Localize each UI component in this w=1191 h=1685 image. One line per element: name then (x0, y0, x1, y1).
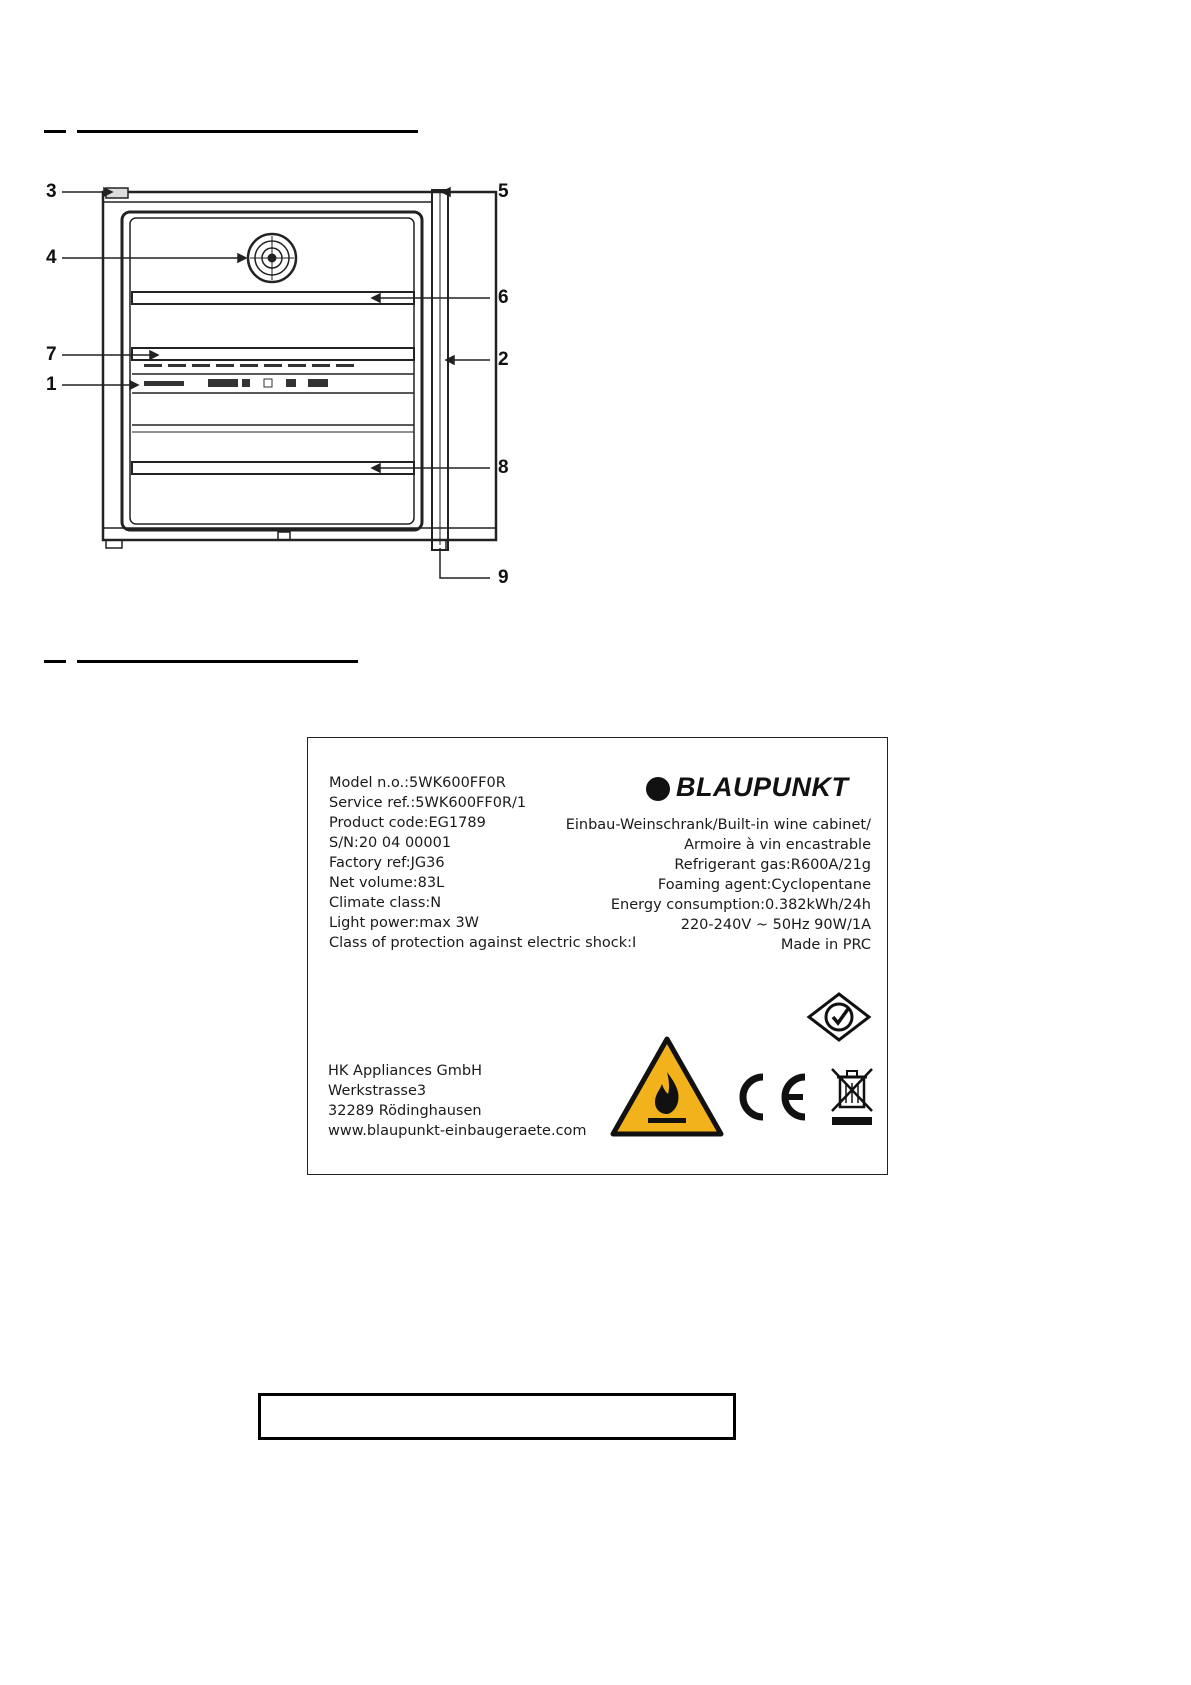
plate-product-type-fr: Armoire à vin encastrable (684, 837, 871, 853)
section-1-rule-right (77, 130, 418, 133)
empty-label-box (258, 1393, 736, 1440)
rating-plate (307, 737, 888, 1175)
plate-service-ref: Service ref.:5WK600FF0R/1 (329, 795, 527, 811)
logo-dot-icon (646, 777, 670, 801)
section-2-rule-left (44, 660, 66, 663)
plate-product-type: Einbau-Weinschrank/Built-in wine cabinet/ (565, 817, 871, 833)
plate-protection-class: Class of protection against electric shock:I (329, 935, 637, 951)
callout-3: 3 (46, 181, 57, 202)
blaupunkt-logo (638, 772, 874, 804)
plate-model: Model n.o.:5WK600FF0R (329, 775, 506, 791)
section-2-rule-right (77, 660, 358, 663)
callout-5: 5 (498, 181, 509, 202)
plate-serial: S/N:20 04 00001 (329, 835, 452, 851)
callout-2: 2 (498, 349, 509, 370)
plate-factory-ref: Factory ref:JG36 (329, 855, 445, 871)
callout-1: 1 (46, 374, 57, 395)
plate-product-code: Product code:EG1789 (329, 815, 486, 831)
plate-foaming-agent: Foaming agent:Cyclopentane (657, 877, 871, 893)
wine-cabinet-drawing (40, 180, 520, 600)
flammable-warning-icon (610, 1036, 724, 1138)
callout-8: 8 (498, 457, 509, 478)
manufacturer-name: HK Appliances GmbH (328, 1063, 483, 1079)
plate-energy-consumption: Energy consumption:0.382kWh/24h (610, 897, 871, 913)
plate-origin: Made in PRC (780, 937, 871, 953)
brand-name: BLAUPUNKT (676, 772, 849, 802)
callout-7: 7 (46, 344, 57, 365)
plate-net-volume: Net volume:83L (329, 875, 445, 891)
section-1-rule-left (44, 130, 66, 133)
manufacturer-website: www.blaupunkt-einbaugeraete.com (328, 1123, 587, 1139)
plate-power-rating: 220-240V ~ 50Hz 90W/1A (680, 917, 871, 933)
plate-light-power: Light power:max 3W (329, 915, 480, 931)
plate-refrigerant: Refrigerant gas:R600A/21g (674, 857, 871, 873)
plate-climate-class: Climate class:N (329, 895, 442, 911)
callout-4: 4 (46, 247, 57, 268)
ce-mark-icon (733, 1071, 813, 1123)
wine-cabinet-diagram (40, 180, 520, 600)
callout-6: 6 (498, 287, 509, 308)
manufacturer-city: 32289 Rödinghausen (328, 1103, 482, 1119)
callout-9: 9 (498, 567, 509, 588)
weee-bin-icon (828, 1065, 876, 1127)
manufacturer-street: Werkstrasse3 (328, 1083, 427, 1099)
rcm-mark-icon (806, 991, 872, 1043)
